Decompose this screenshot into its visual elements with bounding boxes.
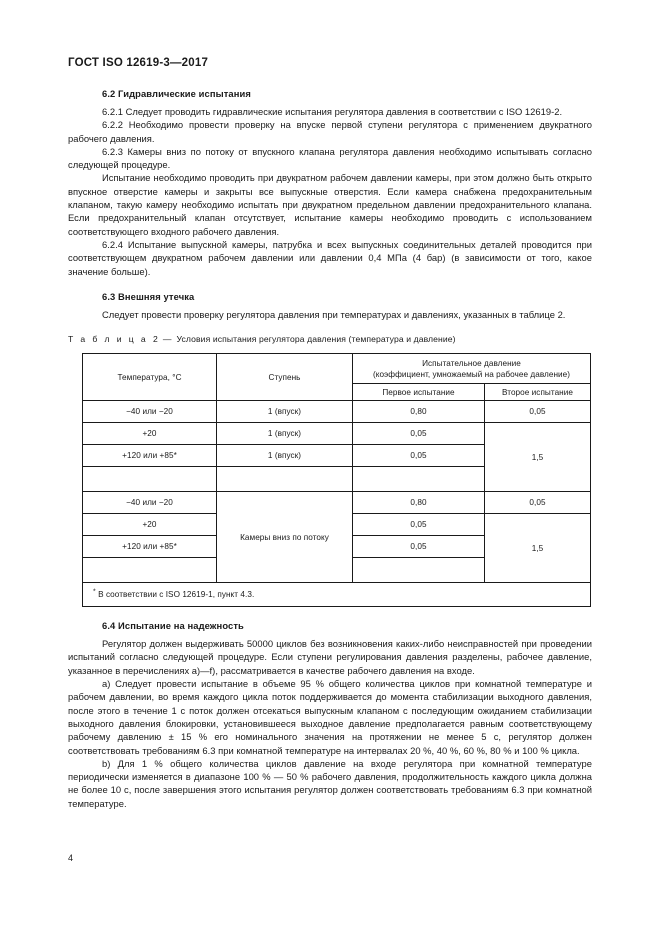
footnote-text: В соответствии с ISO 12619-1, пункт 4.3. <box>98 590 255 600</box>
page-number: 4 <box>68 853 74 863</box>
cell-first-test <box>353 467 485 492</box>
heading-6-4: 6.4 Испытание на надежность <box>102 620 244 632</box>
table-row <box>83 423 591 445</box>
test-pressure-title: Испытательное давление <box>422 358 521 368</box>
cell-second-test-merged: 1,5 <box>485 423 591 492</box>
paragraph-6-2-1: 6.2.1 Следует проводить гидравлические испытания регулятора давления в соответствии с ISO 12619-2. <box>102 106 563 117</box>
cell-stage-merged: Камеры вниз по потоку <box>217 492 353 583</box>
paragraph-6-3-1: Следует провести проверку регулятора давления при температурах и давлениях, указанных в таблице 2. <box>102 308 566 320</box>
footnote-marker: * <box>93 588 96 596</box>
table-caption-label: Т а б л и ц а <box>68 334 148 345</box>
paragraph-6-2-4: 6.2.4 Испытание выпускной камеры, патрубка и всех выпускных соединительных деталей проводится при соответствующем двукратном рабочем давлении или давлении 0,4 МПа (4 бар) (в зависимости от того, какое значение больше). <box>68 238 592 277</box>
cell-first-test: 0,05 <box>353 445 485 467</box>
cell-temperature: +120 или +85* <box>83 536 217 558</box>
heading-6-2: 6.2 Гидравлические испытания <box>102 88 251 99</box>
table-caption-title: Условия испытания регулятора давления (температура и давление) <box>176 334 456 345</box>
col-header-stage: Ступень <box>217 354 353 401</box>
cell-first-test: 0,80 <box>353 401 485 423</box>
test-pressure-subtitle: (коэффициент, умножаемый на рабочее давление) <box>372 369 571 379</box>
table-caption <box>68 334 592 344</box>
table-footnote-row <box>83 583 591 607</box>
cell-first-test: 0,05 <box>353 423 485 445</box>
document-body <box>68 88 592 810</box>
cell-first-test: 0,05 <box>353 514 485 536</box>
cell-second-test: 0,05 <box>485 401 591 423</box>
paragraph-6-4-1: Регулятор должен выдерживать 50000 циклов без возникновения каких-либо неисправностей при проведении испытаний согласно следующей процедуре. Если ступени регулирования давления разделены, рабочее давление, указанное в перечислениях a)—f), рассматривается в качестве рабочего давления на входе. <box>68 638 592 676</box>
cell-first-test: 0,80 <box>353 492 485 514</box>
cell-second-test: 0,05 <box>485 492 591 514</box>
page-header: ГОСТ ISO 12619-3—2017 <box>68 57 209 69</box>
table-row <box>83 401 591 423</box>
table-footnote <box>83 583 591 607</box>
cell-first-test: 0,05 <box>353 536 485 558</box>
cell-temperature: +120 или +85* <box>83 445 217 467</box>
cell-stage <box>217 467 353 492</box>
paragraph-6-4-item-b: b) Для 1 % общего количества циклов давление на входе регулятора при комнатной температуре периодически изменяется в диапазоне 100 % — 50 % рабочего давления, продолжительность каждого цикла должна не более 10 с, после завершения этого испытания регулятор должен соответствовать требованиям 6.3 при комнатной температуре. <box>68 757 592 809</box>
paragraph-6-2-3: 6.2.3 Камеры вниз по потоку от впускного клапана регулятора давления необходимо испытывать согласно следующей процедуре. <box>68 145 592 171</box>
table-caption-dash: — <box>162 334 172 345</box>
cell-temperature <box>83 558 217 583</box>
col-header-temperature: Температура, °C <box>83 354 217 401</box>
col-header-second-test: Второе испытание <box>485 384 591 401</box>
paragraph-6-2-3-detail: Испытание необходимо проводить при двукратном рабочем давлении камеры, при этом должно быть открыто впускное отверстие камеры и закрыты все выпускные отверстия. Если камера снабжена предохранительным клапаном, такую камеру необходимо испытать при двукратном предельном давлении предохранительного клапана. Если предохранительный клапан отсутствует, испытание камеры необходимо проводить с использованием соответствующего входного рабочего давления. <box>68 172 592 237</box>
cell-temperature <box>83 467 217 492</box>
paragraph-6-2-2: 6.2.2 Необходимо провести проверку на впуске первой ступени регулятора с применением двукратного рабочего давления. <box>68 119 592 144</box>
heading-6-3: 6.3 Внешняя утечка <box>102 290 195 302</box>
cell-second-test-merged: 1,5 <box>485 514 591 583</box>
cell-temperature: −40 или −20 <box>83 401 217 423</box>
test-conditions-table <box>82 353 591 607</box>
cell-stage: 1 (впуск) <box>217 423 353 445</box>
table-header-row <box>83 354 591 384</box>
cell-stage: 1 (впуск) <box>217 445 353 467</box>
cell-first-test <box>353 558 485 583</box>
cell-temperature: +20 <box>83 423 217 445</box>
cell-temperature: +20 <box>83 514 217 536</box>
col-header-test-pressure <box>353 354 591 384</box>
table-caption-number: 2 <box>152 334 158 345</box>
cell-stage: 1 (впуск) <box>217 401 353 423</box>
cell-temperature: −40 или −20 <box>83 492 217 514</box>
paragraph-6-4-item-a: a) Следует провести испытание в объеме 95 % общего количества циклов при комнатной температуре и рабочем давлении, во время каждого цикла поток поддерживается до момента стабилизации выходного давления, после этого в течение 1 с поток должен отсекаться выпускным клапаном с последующим ожиданием стабилизации выходного давления блокировки, установившееся выходное давление предполагается равным соответствующему рабочему давлению ± 15 % его номинального значения на протяжении не менее 5 с, регулятор должен соответствовать требованиям 6.3 при комнатной температуре на интервалах 20 %, 40 %, 60 %, 80 % и 100 % цикла. <box>68 678 592 756</box>
col-header-first-test: Первое испытание <box>353 384 485 401</box>
table-row <box>83 492 591 514</box>
